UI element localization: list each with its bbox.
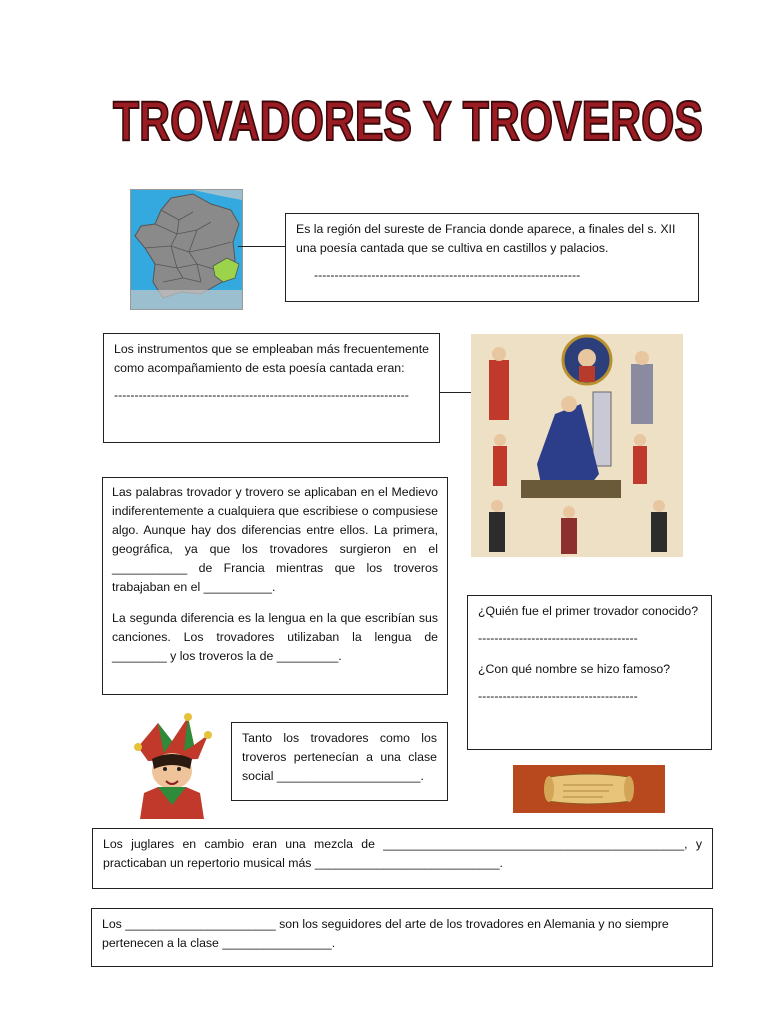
instruments-question-text: Los instrumentos que se empleaban más frecuentemente como acompañamiento de esta poesía cantada eran: [114,342,429,375]
title-text: TROVADORES Y TROVEROS [113,89,703,152]
region-question-box [285,213,699,302]
minnesanger-box [91,908,713,967]
instruments-answer-line[interactable]: ------------------------------------------------------------------------ [114,388,409,402]
instruments-question-box [103,333,440,443]
jester-icon [128,713,212,819]
scroll-icon [513,765,665,813]
region-answer-line[interactable]: ----------------------------------------------------------------- [314,268,581,282]
france-map-icon [130,189,243,310]
minnesanger-text: Los ______________________ son los seguidores del arte de los trovadores en Alemania y no siempre pertenecen a la clase ________________. [102,917,669,950]
page-title [108,80,708,160]
social-class-text: Tanto los trovadores como los troveros pertenecían a una clase social _____________________. [242,731,437,783]
differences-paragraph-2: La segunda diferencia es la lengua en la que escribían sus canciones. Los trovadores utilizaban la lengua de ________ y los troveros la de _________. [112,611,438,663]
map-connector-line [238,246,286,247]
famous-name-question: ¿Con qué nombre se hizo famoso? [478,662,671,676]
differences-box [102,477,448,695]
region-question-text: Es la región del sureste de Francia donde aparece, a finales del s. XII una poesía cantada que se cultiva en castillos y palacios. [296,222,676,255]
title-art [108,80,708,160]
famous-name-answer-line[interactable]: --------------------------------------- [478,689,638,703]
jugglers-text: Los juglares en cambio eran una mezcla de ____________________________________________, y practicaban un repertorio musical más ___________________________. [103,837,702,870]
social-class-box [231,722,448,801]
medieval-musicians-painting [471,334,683,557]
jugglers-box [92,828,713,889]
first-troubadour-box [467,595,712,750]
first-troubadour-answer-line[interactable]: --------------------------------------- [478,631,638,645]
differences-paragraph-1: Las palabras trovador y trovero se aplicaban en el Medievo indiferentemente a cualquiera que escribiese o compusiese algo. Aunque hay dos diferencias entre ellos. La primera, geográfica, ya que los trovadores surgieron en el ___________ de Francia mientras que los troveros trabajaban en el __________. [112,485,438,594]
first-troubadour-question: ¿Quién fue el primer trovador conocido? [478,604,699,618]
